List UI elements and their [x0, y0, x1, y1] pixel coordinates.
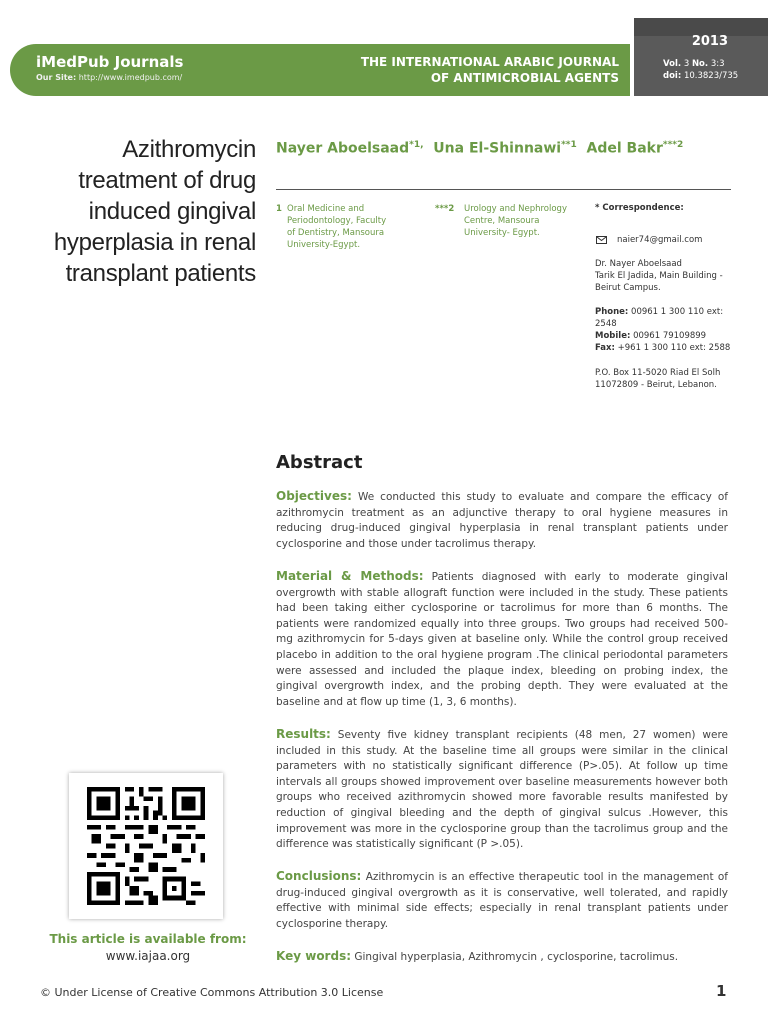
title-line: Azithromycin	[122, 136, 256, 163]
license-notice: © Under License of Creative Commons Attribution 3.0 License	[40, 986, 384, 999]
correspondence-address	[595, 258, 723, 294]
section-text: We conducted this study to evaluate and compare the efficacy of azithromycin treatment as an adjunctive therapy to oral hygiene measures in reducing drug-induced gingival hyperplasia in renal transplant patients under cyclosporine and those under tacrolimus therapy.	[276, 491, 728, 550]
journal-name-line-1: THE INTERNATIONAL ARABIC JOURNAL	[360, 55, 619, 69]
address-line: Tarik El Jadida, Main Building -	[595, 271, 723, 281]
availability-url-link[interactable]: www.iajaa.org	[105, 949, 191, 963]
section-text: Azithromycin is an effective therapeutic tool in the management of drug-induced gingival overgrowth as it is conservative, well tolerated, and rapidly effective with minimal side effects; especially in renal transplant patients under cyclosporine therapy.	[276, 871, 729, 930]
abstract-conclusions	[276, 869, 728, 932]
vol-value: 3	[683, 59, 690, 69]
address-line: Dr. Nayer Aboelsaad	[595, 259, 682, 269]
affiliation-line: Centre, Mansoura	[464, 216, 540, 226]
affiliation-line: Periodontology, Faculty	[287, 216, 387, 226]
mobile-label: Mobile:	[595, 331, 631, 341]
doi-label: doi:	[663, 71, 682, 81]
article-title	[20, 134, 256, 289]
affiliation-number: 1	[276, 204, 282, 214]
author-marker: **1	[561, 140, 577, 150]
affiliation-2	[435, 203, 585, 253]
address-line: Beirut Campus.	[595, 283, 661, 293]
journal-name	[361, 54, 619, 86]
publisher-site	[36, 73, 182, 82]
divider	[276, 189, 731, 190]
page-number: 1	[716, 982, 727, 1000]
section-text: Gingival hyperplasia, Azithromycin , cyclosporine, tacrolimus.	[354, 951, 679, 963]
affiliation-line: University- Egypt.	[464, 228, 540, 238]
affiliation-line: University-Egypt.	[287, 240, 361, 250]
po-line: 11072809 - Beirut, Lebanon.	[595, 380, 717, 390]
abstract-methods	[276, 569, 728, 710]
phone-line-cont: 2548	[595, 319, 617, 329]
section-label: Objectives:	[276, 489, 352, 503]
fax-label: Fax:	[595, 343, 615, 353]
fax-line	[595, 342, 745, 354]
section-label: Conclusions:	[276, 869, 362, 883]
mobile-value: 00961 79109899	[633, 331, 707, 341]
section-text: Seventy five kidney transplant recipients (48 men, 27 women) were included in this study. At the baseline time all groups were similar in the clinical parameters with no statistically significant difference (P>.05). At follow up time intervals all groups showed improvement over baseline measurements however both groups who received azithromycin showed more favorable results manifested by reduction of gingival bleeding and the depth of gingival sulcus .However, this improvement was more in the cyclosporine group than the tacrolimus group and the difference was statistically significant (P >.05).	[276, 729, 729, 851]
correspondence-contacts	[595, 306, 745, 354]
author-name: Nayer Aboelsaad	[276, 140, 410, 157]
abstract-objectives	[276, 489, 728, 552]
availability-label: This article is available from:	[49, 932, 247, 946]
abstract-heading: Abstract	[276, 452, 363, 473]
no-value: 3:3	[710, 59, 725, 69]
author-marker: *1,	[409, 140, 424, 150]
section-text: Patients diagnosed with early to moderate gingival overgrowth with stable allograft function were included in the study. These patients had been taking either cyclosporine or tacrolimus for more than 6 months. The patients were randomized equally into three groups. Two groups had received 500-mg azithromycin for 5-days given at baseline only. While the control group received placebo in addition to the oral hygiene program .The clinical periodontal parameters were assessed and included the plaque index, bleeding on probing index, the gingival overgrowth index, and the probing depth. They were evaluated at the baseline and at flow up time (1, 3, 6 months).	[276, 571, 728, 708]
correspondence-heading: * Correspondence:	[595, 203, 684, 213]
doi-line	[663, 70, 738, 82]
po-line: P.O. Box 11-5020 Riad El Solh	[595, 368, 721, 378]
title-line: transplant patients	[65, 260, 256, 287]
mobile-line	[595, 330, 745, 342]
site-label: Our Site:	[36, 73, 77, 82]
author-name: Adel Bakr	[586, 140, 663, 157]
mail-icon	[596, 236, 607, 244]
abstract-keywords	[276, 949, 728, 966]
phone-line	[595, 306, 745, 318]
section-label: Key words:	[276, 949, 352, 963]
site-url-link[interactable]: http://www.imedpub.com/	[78, 73, 183, 82]
affiliation-number: ***2	[435, 204, 455, 214]
correspondence-po-box	[595, 367, 720, 391]
affiliation-line: of Dentistry, Mansoura	[287, 228, 385, 238]
section-label: Material & Methods:	[276, 569, 424, 583]
title-line: hyperplasia in renal	[53, 229, 256, 256]
affiliation-line: Urology and Nephrology	[464, 204, 567, 214]
vol-label: Vol.	[663, 59, 682, 69]
abstract-results	[276, 727, 728, 853]
qr-code[interactable]	[83, 787, 209, 905]
title-line: treatment of drug	[78, 167, 256, 194]
volume-line	[663, 58, 738, 70]
journal-name-line-2: OF ANTIMICROBIAL AGENTS	[430, 71, 619, 85]
issue-year: 2013	[691, 34, 728, 49]
qr-code-card	[69, 773, 223, 919]
section-label: Results:	[276, 727, 331, 741]
author-name: Una El-Shinnawi	[433, 140, 562, 157]
title-line: induced gingival	[88, 198, 256, 225]
fax-value: +961 1 300 110 ext: 2588	[617, 343, 731, 353]
doi-value: 10.3823/735	[683, 71, 739, 81]
affiliation-line: Oral Medicine and	[287, 204, 365, 214]
phone-label: Phone:	[595, 307, 629, 317]
author-marker: ***2	[662, 140, 684, 150]
issue-volume-doi	[663, 58, 738, 82]
author-list	[276, 140, 683, 157]
publisher-name: iMedPub Journals	[36, 53, 184, 71]
correspondence-email[interactable]: naier74@gmail.com	[617, 235, 703, 245]
no-label: No.	[691, 59, 709, 69]
affiliation-1	[276, 203, 416, 263]
phone-value: 00961 1 300 110 ext:	[631, 307, 724, 317]
